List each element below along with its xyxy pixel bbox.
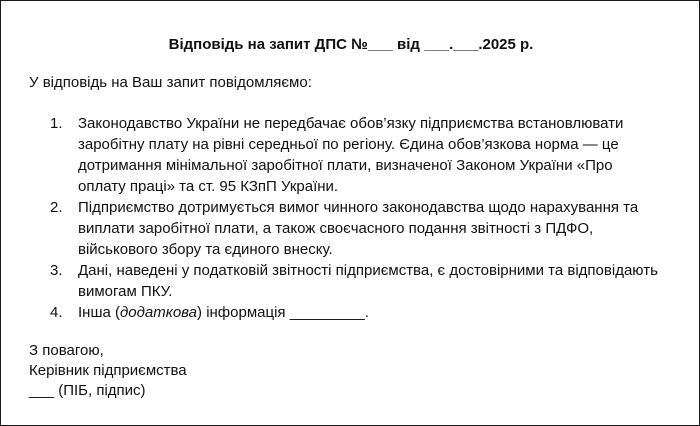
intro-text: У відповідь на Ваш запит повідомляємо: (29, 74, 312, 91)
item-prefix: Інша ( (78, 304, 120, 321)
item-line: вимогам ПКУ. (78, 283, 173, 300)
item-line: дотримання мінімальної заробітної плати, визначеної Законом України «Про (78, 157, 613, 174)
item-line: виплати заробітної плати, а також своєчасного подання звітності з ПДФО, (78, 220, 594, 237)
item-line (78, 302, 679, 323)
item-line: Законодавство України не передбачає обов’язку підприємства встановлювати (78, 115, 624, 132)
closing-block (29, 341, 187, 401)
list-item-1 (29, 113, 679, 197)
item-line: Підприємство дотримується вимог чинного законодавства щодо нарахування та (78, 199, 639, 216)
list-item-2 (29, 197, 679, 260)
regards-text: З повагою, (29, 342, 104, 359)
item-suffix: ) інформація _________. (197, 304, 369, 321)
item-line: Дані, наведені у податковій звітності підприємства, є достовірними та відповідають (78, 262, 658, 279)
position-text: Керівник підприємства (29, 362, 187, 379)
list-number: 2. (50, 199, 63, 216)
item-line: військового збору та єдиного внеску. (78, 241, 333, 258)
list-item-3 (29, 260, 679, 302)
document-title: Відповідь на запит ДПС №___ від ___.___.2025 р. (168, 36, 534, 53)
signature-line: ___ (ПІБ, підпис) (29, 382, 146, 399)
numbered-list (29, 113, 679, 323)
list-number: 1. (50, 115, 63, 132)
item-line: оплату праці» та ст. 95 КЗпП України. (78, 178, 339, 195)
item-line: заробітну плату на рівні середньої по регіону. Єдина обов’язкова норма — це (78, 136, 619, 153)
list-item-4 (29, 302, 679, 323)
item-italic-word: додаткова (120, 304, 198, 321)
list-number: 3. (50, 262, 63, 279)
list-number: 4. (50, 304, 63, 321)
